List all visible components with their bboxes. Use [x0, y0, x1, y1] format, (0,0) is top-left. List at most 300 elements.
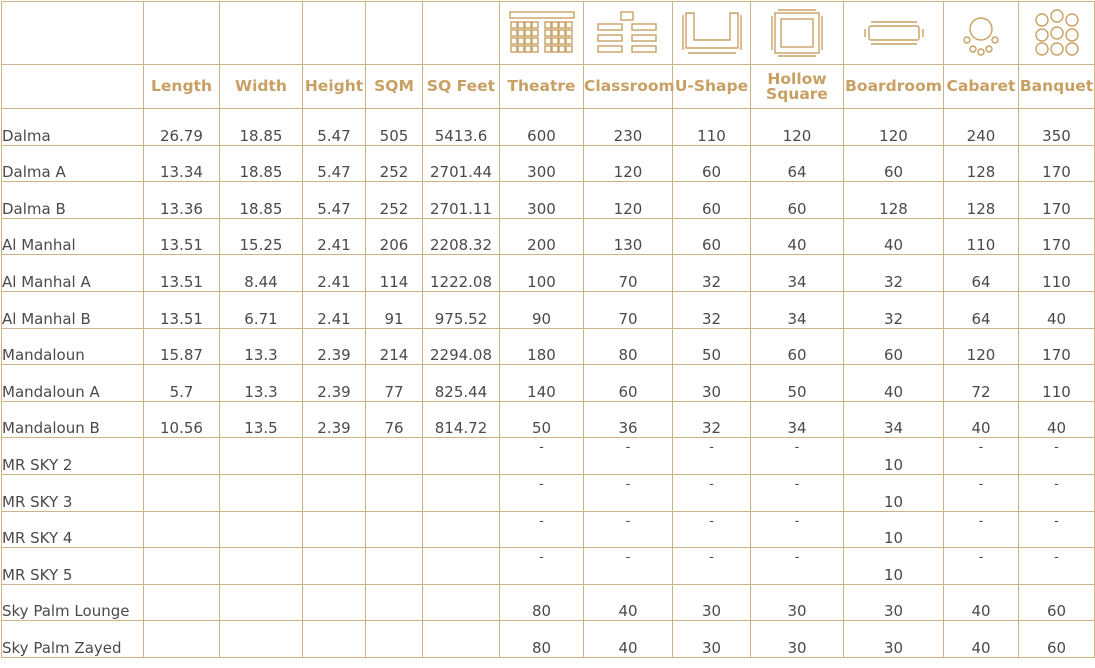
theatre-seat — [511, 38, 517, 44]
hollow-square-cell — [751, 511, 844, 548]
hollow-square-cell: 64 — [751, 145, 844, 182]
theatre-seat — [511, 46, 517, 52]
u-shape-cell: 60 — [673, 145, 751, 182]
theatre-cell: 50 — [500, 401, 584, 438]
hollow-square-cell — [751, 548, 844, 585]
room-name-cell: Mandaloun — [2, 328, 144, 365]
theatre-cell: 90 — [500, 291, 584, 328]
theatre-cell — [500, 511, 584, 548]
hollow-square-cell: 30 — [751, 621, 844, 658]
theatre-seat — [552, 22, 558, 28]
theatre-seat — [566, 22, 572, 28]
table-row — [2, 511, 1095, 548]
height-cell: 2.39 — [303, 365, 366, 402]
cabaret-cell — [944, 548, 1019, 585]
table-row — [2, 438, 1095, 475]
dash-marker: - — [539, 513, 544, 529]
theatre-seat — [545, 46, 551, 52]
length-cell: 10.56 — [144, 401, 220, 438]
length-cell: 13.51 — [144, 218, 220, 255]
dash-marker: - — [539, 476, 544, 492]
table-row — [2, 621, 1095, 658]
dash-marker: - — [1054, 550, 1059, 566]
width-cell: 13.3 — [220, 365, 303, 402]
theatre-cell: 100 — [500, 255, 584, 292]
boardroom-cell: 10 — [844, 511, 944, 548]
u-shape-cell: 30 — [673, 365, 751, 402]
col-header-hollow-square: Hollow Square — [751, 65, 844, 109]
sqft-cell: 825.44 — [423, 365, 500, 402]
room-name-cell: Sky Palm Lounge — [2, 584, 144, 621]
theatre-seat — [552, 38, 558, 44]
width-cell: 18.85 — [220, 145, 303, 182]
dash-marker: - — [709, 513, 714, 529]
capacity-table — [1, 1, 1095, 658]
theatre-seat — [559, 30, 565, 36]
sqft-cell: 814.72 — [423, 401, 500, 438]
cabaret-cell — [944, 438, 1019, 475]
dash-marker: - — [794, 440, 800, 456]
sqft-cell: 975.52 — [423, 291, 500, 328]
hollow-square-icon-cell — [751, 2, 844, 65]
table-row — [2, 109, 1095, 146]
u-shape-cell — [673, 511, 751, 548]
boardroom-cell: 32 — [844, 255, 944, 292]
banquet-cell: 60 — [1019, 584, 1095, 621]
theatre-seat — [559, 38, 565, 44]
theatre-seat — [525, 30, 531, 36]
sqm-cell: 77 — [366, 365, 423, 402]
boardroom-cell: 30 — [844, 621, 944, 658]
dash-marker: - — [625, 476, 631, 492]
col-header-classroom: Classroom — [584, 65, 673, 109]
room-name-cell: Al Manhal B — [2, 291, 144, 328]
banquet-cell: 40 — [1019, 291, 1095, 328]
col-header-boardroom: Boardroom — [844, 65, 944, 109]
banquet-layout-icon — [1029, 8, 1085, 58]
room-name-cell: MR SKY 3 — [2, 474, 144, 511]
boardroom-cell: 32 — [844, 291, 944, 328]
sqft-cell: 1222.08 — [423, 255, 500, 292]
theatre-seat — [559, 22, 565, 28]
height-cell — [303, 511, 366, 548]
theatre-cell: 80 — [500, 621, 584, 658]
height-cell — [303, 548, 366, 585]
width-cell: 6.71 — [220, 291, 303, 328]
banquet-cell: 110 — [1019, 365, 1095, 402]
dash-marker: - — [625, 513, 631, 529]
u-shape-cell: 32 — [673, 401, 751, 438]
col-header-cabaret: Cabaret — [944, 65, 1019, 109]
col-header-height: Height — [303, 65, 366, 109]
u-shape-cell: 50 — [673, 328, 751, 365]
banquet-cell — [1019, 474, 1095, 511]
banquet-cell: 170 — [1019, 182, 1095, 219]
cabaret-cell: 110 — [944, 218, 1019, 255]
sqm-cell: 91 — [366, 291, 423, 328]
dash-marker: - — [539, 440, 544, 456]
height-cell: 2.41 — [303, 291, 366, 328]
theatre-seat — [518, 46, 524, 52]
length-cell — [144, 474, 220, 511]
room-name-cell: Dalma — [2, 109, 144, 146]
col-header-theatre: Theatre — [500, 65, 584, 109]
sqft-cell — [423, 584, 500, 621]
boardroom-cell: 120 — [844, 109, 944, 146]
theatre-icon-cell — [500, 2, 584, 65]
theatre-cell: 180 — [500, 328, 584, 365]
empty-icon-cell — [144, 2, 220, 65]
theatre-cell: 140 — [500, 365, 584, 402]
table-row — [2, 474, 1095, 511]
sqft-cell — [423, 438, 500, 475]
length-cell: 13.51 — [144, 255, 220, 292]
hollow-square-cell: 34 — [751, 291, 844, 328]
height-cell: 2.39 — [303, 401, 366, 438]
sqft-cell: 2701.11 — [423, 182, 500, 219]
banquet-cell — [1019, 511, 1095, 548]
height-cell — [303, 438, 366, 475]
sqm-cell: 214 — [366, 328, 423, 365]
length-cell — [144, 548, 220, 585]
u-shape-cell — [673, 438, 751, 475]
height-cell: 2.41 — [303, 255, 366, 292]
boardroom-cell: 34 — [844, 401, 944, 438]
classroom-layout-icon — [595, 10, 661, 56]
theatre-cell: 600 — [500, 109, 584, 146]
empty-icon-cell — [220, 2, 303, 65]
sqft-cell: 2294.08 — [423, 328, 500, 365]
theatre-seat — [552, 30, 558, 36]
classroom-cell: 40 — [584, 584, 673, 621]
u-shape-icon-cell — [673, 2, 751, 65]
length-cell — [144, 438, 220, 475]
room-name-cell: Mandaloun B — [2, 401, 144, 438]
col-header-sqm: SQM — [366, 65, 423, 109]
dash-marker: - — [625, 550, 631, 566]
classroom-cell: 130 — [584, 218, 673, 255]
classroom-cell: 80 — [584, 328, 673, 365]
table-row — [2, 255, 1095, 292]
hollow-square-cell: 120 — [751, 109, 844, 146]
classroom-cell: 70 — [584, 255, 673, 292]
sqm-cell — [366, 438, 423, 475]
sqm-cell: 252 — [366, 182, 423, 219]
sqft-cell: 2701.44 — [423, 145, 500, 182]
room-name-cell: Dalma B — [2, 182, 144, 219]
theatre-cell — [500, 548, 584, 585]
width-cell — [220, 511, 303, 548]
theatre-seat — [518, 38, 524, 44]
table-row — [2, 365, 1095, 402]
sqft-cell: 2208.32 — [423, 218, 500, 255]
col-header-length: Length — [144, 65, 220, 109]
width-cell — [220, 621, 303, 658]
empty-icon-cell — [303, 2, 366, 65]
dash-marker: - — [978, 550, 984, 566]
col-header-banquet: Banquet — [1019, 65, 1095, 109]
theatre-seat — [545, 38, 551, 44]
length-cell — [144, 511, 220, 548]
theatre-seat — [525, 38, 531, 44]
room-name-cell: Sky Palm Zayed — [2, 621, 144, 658]
boardroom-cell: 30 — [844, 584, 944, 621]
theatre-seat — [545, 30, 551, 36]
u-shape-layout-icon — [680, 10, 744, 56]
boardroom-cell: 128 — [844, 182, 944, 219]
table-row — [2, 548, 1095, 585]
classroom-cell: 120 — [584, 145, 673, 182]
cabaret-cell — [944, 474, 1019, 511]
col-header-width: Width — [220, 65, 303, 109]
dash-marker: - — [709, 476, 714, 492]
classroom-cell: 70 — [584, 291, 673, 328]
cabaret-layout-icon — [958, 10, 1004, 56]
classroom-icon-cell — [584, 2, 673, 65]
room-name-cell: Mandaloun A — [2, 365, 144, 402]
theatre-cell: 80 — [500, 584, 584, 621]
theatre-seat — [525, 22, 531, 28]
sqm-cell — [366, 584, 423, 621]
sqm-cell — [366, 474, 423, 511]
cabaret-cell: 128 — [944, 182, 1019, 219]
theatre-seat — [511, 30, 517, 36]
table-row — [2, 401, 1095, 438]
width-cell: 18.85 — [220, 109, 303, 146]
height-cell: 2.41 — [303, 218, 366, 255]
theatre-seat — [532, 46, 538, 52]
sqm-cell — [366, 548, 423, 585]
dash-marker: - — [1054, 476, 1059, 492]
u-shape-cell: 30 — [673, 584, 751, 621]
u-shape-cell — [673, 548, 751, 585]
width-cell: 18.85 — [220, 182, 303, 219]
height-cell — [303, 474, 366, 511]
classroom-cell: 120 — [584, 182, 673, 219]
dash-marker: - — [539, 550, 544, 566]
theatre-seat — [532, 22, 538, 28]
theatre-seat — [525, 46, 531, 52]
hollow-square-layout-icon — [770, 8, 824, 58]
length-cell: 15.87 — [144, 328, 220, 365]
table-body — [2, 109, 1095, 658]
dash-marker: - — [794, 550, 800, 566]
table-row — [2, 218, 1095, 255]
cabaret-cell: 120 — [944, 328, 1019, 365]
dash-marker: - — [709, 440, 714, 456]
boardroom-cell: 60 — [844, 145, 944, 182]
dash-marker: - — [1054, 440, 1059, 456]
table-row — [2, 182, 1095, 219]
banquet-cell: 110 — [1019, 255, 1095, 292]
icon-row — [2, 2, 1095, 65]
theatre-cell — [500, 474, 584, 511]
table-row — [2, 291, 1095, 328]
length-cell — [144, 584, 220, 621]
width-cell: 8.44 — [220, 255, 303, 292]
table-row — [2, 145, 1095, 182]
u-shape-cell: 32 — [673, 255, 751, 292]
width-cell — [220, 548, 303, 585]
height-cell: 5.47 — [303, 145, 366, 182]
length-cell: 13.34 — [144, 145, 220, 182]
banquet-cell: 350 — [1019, 109, 1095, 146]
height-cell: 5.47 — [303, 182, 366, 219]
theatre-seat — [552, 46, 558, 52]
empty-icon-cell — [366, 2, 423, 65]
theatre-cell — [500, 438, 584, 475]
theatre-seat — [566, 30, 572, 36]
theatre-cell: 200 — [500, 218, 584, 255]
cabaret-cell: 40 — [944, 584, 1019, 621]
boardroom-cell: 10 — [844, 438, 944, 475]
empty-icon-cell — [423, 2, 500, 65]
theatre-seat — [532, 38, 538, 44]
classroom-cell: 36 — [584, 401, 673, 438]
theatre-seat — [545, 22, 551, 28]
u-shape-cell — [673, 474, 751, 511]
hollow-square-cell: 60 — [751, 328, 844, 365]
dash-marker: - — [625, 440, 631, 456]
room-name-cell: Dalma A — [2, 145, 144, 182]
cabaret-cell: 64 — [944, 255, 1019, 292]
cabaret-cell: 128 — [944, 145, 1019, 182]
u-shape-cell: 60 — [673, 182, 751, 219]
boardroom-cell: 40 — [844, 218, 944, 255]
dash-marker: - — [978, 513, 984, 529]
sqft-cell — [423, 511, 500, 548]
banquet-cell: 170 — [1019, 328, 1095, 365]
classroom-cell — [584, 511, 673, 548]
banquet-cell: 170 — [1019, 218, 1095, 255]
hollow-square-cell: 40 — [751, 218, 844, 255]
height-cell: 2.39 — [303, 328, 366, 365]
length-cell: 26.79 — [144, 109, 220, 146]
dash-marker: - — [794, 476, 800, 492]
classroom-cell: 40 — [584, 621, 673, 658]
hollow-square-cell — [751, 438, 844, 475]
theatre-seat — [518, 30, 524, 36]
col-header-sqft: SQ Feet — [423, 65, 500, 109]
u-shape-cell: 60 — [673, 218, 751, 255]
width-cell — [220, 438, 303, 475]
sqft-cell: 5413.6 — [423, 109, 500, 146]
boardroom-cell: 40 — [844, 365, 944, 402]
cabaret-cell: 64 — [944, 291, 1019, 328]
classroom-cell — [584, 548, 673, 585]
dash-marker: - — [709, 550, 714, 566]
theatre-seat — [566, 46, 572, 52]
sqm-cell — [366, 511, 423, 548]
room-name-cell: Al Manhal — [2, 218, 144, 255]
table-row — [2, 328, 1095, 365]
dash-marker: - — [794, 513, 800, 529]
theatre-seat — [532, 30, 538, 36]
cabaret-cell: 40 — [944, 401, 1019, 438]
theatre-seat — [559, 46, 565, 52]
boardroom-cell: 60 — [844, 328, 944, 365]
height-cell: 5.47 — [303, 109, 366, 146]
hollow-square-cell: 34 — [751, 401, 844, 438]
room-name-cell: Al Manhal A — [2, 255, 144, 292]
room-name-cell: MR SKY 4 — [2, 511, 144, 548]
sqft-cell — [423, 474, 500, 511]
width-cell: 13.3 — [220, 328, 303, 365]
classroom-cell — [584, 438, 673, 475]
width-cell — [220, 474, 303, 511]
banquet-cell — [1019, 438, 1095, 475]
col-header-room — [2, 65, 144, 109]
theatre-seat — [566, 38, 572, 44]
hollow-square-cell — [751, 474, 844, 511]
classroom-cell: 230 — [584, 109, 673, 146]
dash-marker: - — [1054, 513, 1059, 529]
u-shape-cell: 30 — [673, 621, 751, 658]
sqm-cell: 76 — [366, 401, 423, 438]
width-cell: 15.25 — [220, 218, 303, 255]
empty-icon-cell — [2, 2, 144, 65]
banquet-cell: 60 — [1019, 621, 1095, 658]
hollow-square-cell: 60 — [751, 182, 844, 219]
cabaret-cell: 240 — [944, 109, 1019, 146]
cabaret-cell — [944, 511, 1019, 548]
col-header-u-shape: U-Shape — [673, 65, 751, 109]
boardroom-layout-icon — [863, 18, 925, 48]
banquet-icon-cell — [1019, 2, 1095, 65]
table-row — [2, 584, 1095, 621]
boardroom-cell: 10 — [844, 548, 944, 585]
width-cell: 13.5 — [220, 401, 303, 438]
sqft-cell — [423, 621, 500, 658]
height-cell — [303, 621, 366, 658]
room-name-cell: MR SKY 2 — [2, 438, 144, 475]
sqm-cell: 505 — [366, 109, 423, 146]
sqm-cell — [366, 621, 423, 658]
boardroom-icon-cell — [844, 2, 944, 65]
dash-marker: - — [978, 476, 984, 492]
u-shape-cell: 32 — [673, 291, 751, 328]
theatre-seat — [518, 22, 524, 28]
banquet-cell — [1019, 548, 1095, 585]
cabaret-cell: 72 — [944, 365, 1019, 402]
banquet-cell: 40 — [1019, 401, 1095, 438]
dash-marker: - — [978, 440, 984, 456]
hollow-square-cell: 34 — [751, 255, 844, 292]
banquet-cell: 170 — [1019, 145, 1095, 182]
theatre-cell: 300 — [500, 182, 584, 219]
hollow-square-cell: 30 — [751, 584, 844, 621]
sqm-cell: 114 — [366, 255, 423, 292]
length-cell: 13.51 — [144, 291, 220, 328]
theatre-seat — [511, 22, 517, 28]
height-cell — [303, 584, 366, 621]
sqm-cell: 252 — [366, 145, 423, 182]
length-cell — [144, 621, 220, 658]
classroom-cell — [584, 474, 673, 511]
length-cell: 13.36 — [144, 182, 220, 219]
length-cell: 5.7 — [144, 365, 220, 402]
cabaret-icon-cell — [944, 2, 1019, 65]
boardroom-cell: 10 — [844, 474, 944, 511]
classroom-cell: 60 — [584, 365, 673, 402]
theatre-layout-icon — [508, 10, 576, 56]
u-shape-cell: 110 — [673, 109, 751, 146]
cabaret-cell: 40 — [944, 621, 1019, 658]
sqm-cell: 206 — [366, 218, 423, 255]
width-cell — [220, 584, 303, 621]
hollow-square-cell: 50 — [751, 365, 844, 402]
sqft-cell — [423, 548, 500, 585]
